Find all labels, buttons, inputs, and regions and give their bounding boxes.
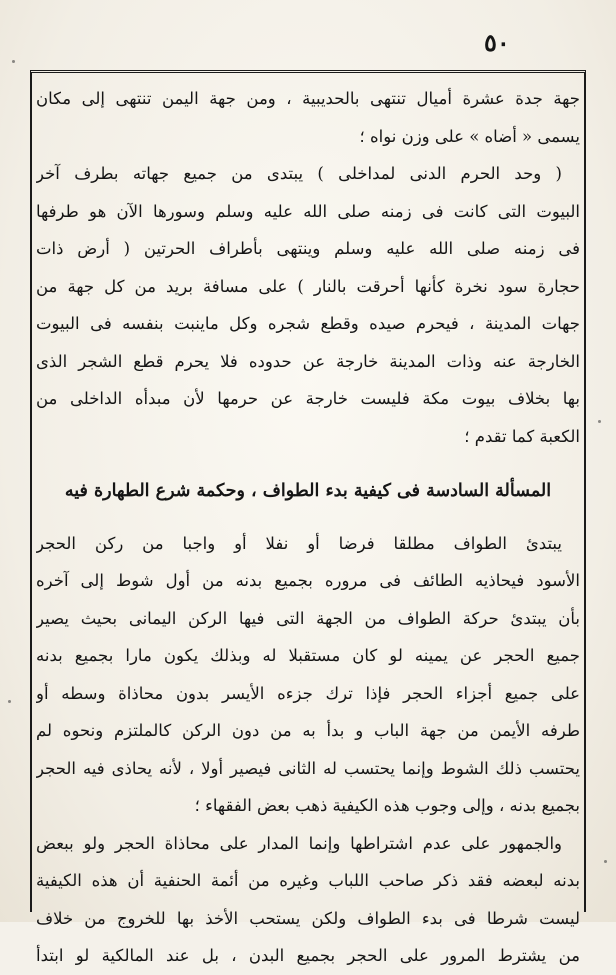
text-line: من يشترط المرور على الحجر بجميع البدن ، بل عند المالكية لو ابتدأ: [36, 946, 580, 965]
text-line: ليست شرطا فى بدء الطواف ولكن يستحب الأخذ بها للخروج من خلاف: [36, 908, 580, 928]
text-line: والجمهور على عدم اشتراطها وإنما المدار على محاذاة الحجر ولو ببعض: [36, 833, 562, 853]
paragraph-2: [36, 155, 580, 455]
text-line: الخارجة عنه وذات المدينة خارجة عن حدوده فلا يحرم قطع الشجر الذى: [36, 351, 580, 371]
text-line: جميع الحجر عن يمينه لو كان مستقبلا له وبذلك يكون مارا بجميع بدنه: [36, 646, 580, 665]
text-line: البيوت التى كانت فى زمنه صلى الله عليه وسلم وسورها الآن هو طرفها: [36, 201, 580, 221]
text-line: بدنه لبعضه فقد ذكر صاحب اللباب وغيره من أئمة الحنفية أن هذه الكيفية: [36, 871, 580, 890]
text-line: ( وحد الحرم الدنى لمداخلى ) يبتدى من جميع جهاته بطرف آخر: [36, 164, 562, 183]
text-line: بأن يبتدئ حركة الطواف من الجهة التى فيها الركن اليمانى بحيث يصير: [36, 608, 580, 628]
text-line: الكعبة كما تقدم ؛: [464, 426, 580, 446]
text-line: يبتدئ الطواف مطلقا فرضا أو نفلا أو واجبا من ركن الحجر: [36, 533, 562, 553]
text-line: جهة جدة عشرة أميال تنتهى بالحديبية ، ومن جهة اليمن تنتهى إلى مكان: [36, 89, 580, 108]
text-line: بجميع بدنه ، وإلى وجوب هذه الكيفية ذهب بعض الفقهاء ؛: [194, 796, 580, 815]
page-number: ٥٠: [484, 28, 510, 57]
page-body: [36, 80, 580, 975]
text-line: بها بخلاف بيوت مكة فليست خارجة عن حرمها لأن مبدأه الداخلى من: [36, 389, 580, 408]
section-heading: المسألة السادسة فى كيفية بدء الطواف ، وحكمة شرع الطهارة فيه: [64, 481, 552, 501]
text-line: حجارة سود نخرة كأنها أحرقت بالنار ) على مسافة بريد من كل جهة من: [36, 276, 580, 296]
paragraph-4: [36, 825, 580, 975]
text-line: على جميع أجزاء الحجر فإذا ترك جزءه الأيسر بدون محاذاة وسطه أو: [36, 683, 580, 703]
text-line: الأسود فيحاذيه الطائف فى مروره بجميع بدنه من أول شوط إلى آخره: [36, 571, 580, 590]
paragraph-3: [36, 525, 580, 825]
text-line: يسمى « أضاه » على وزن نواه ؛: [359, 126, 580, 146]
text-line: فى زمنه صلى الله عليه وسلم وينتهى بأطراف الحرتين ( أرض ذات: [36, 239, 580, 258]
text-line: طرفه الأيمن من جهة الباب و بدأ به من دون الركن كالملتزم ونحوه لم: [36, 721, 580, 740]
text-line: يحتسب ذلك الشوط وإنما يحتسب له الثانى فيصير أولا ، لأنه يحاذى فيه الحجر: [36, 758, 580, 778]
paragraph-1: [36, 80, 580, 155]
text-line: جهات المدينة ، فيحرم صيده وقطع شجره وكل ماينبت بنفسه فى البيوت: [36, 314, 580, 333]
